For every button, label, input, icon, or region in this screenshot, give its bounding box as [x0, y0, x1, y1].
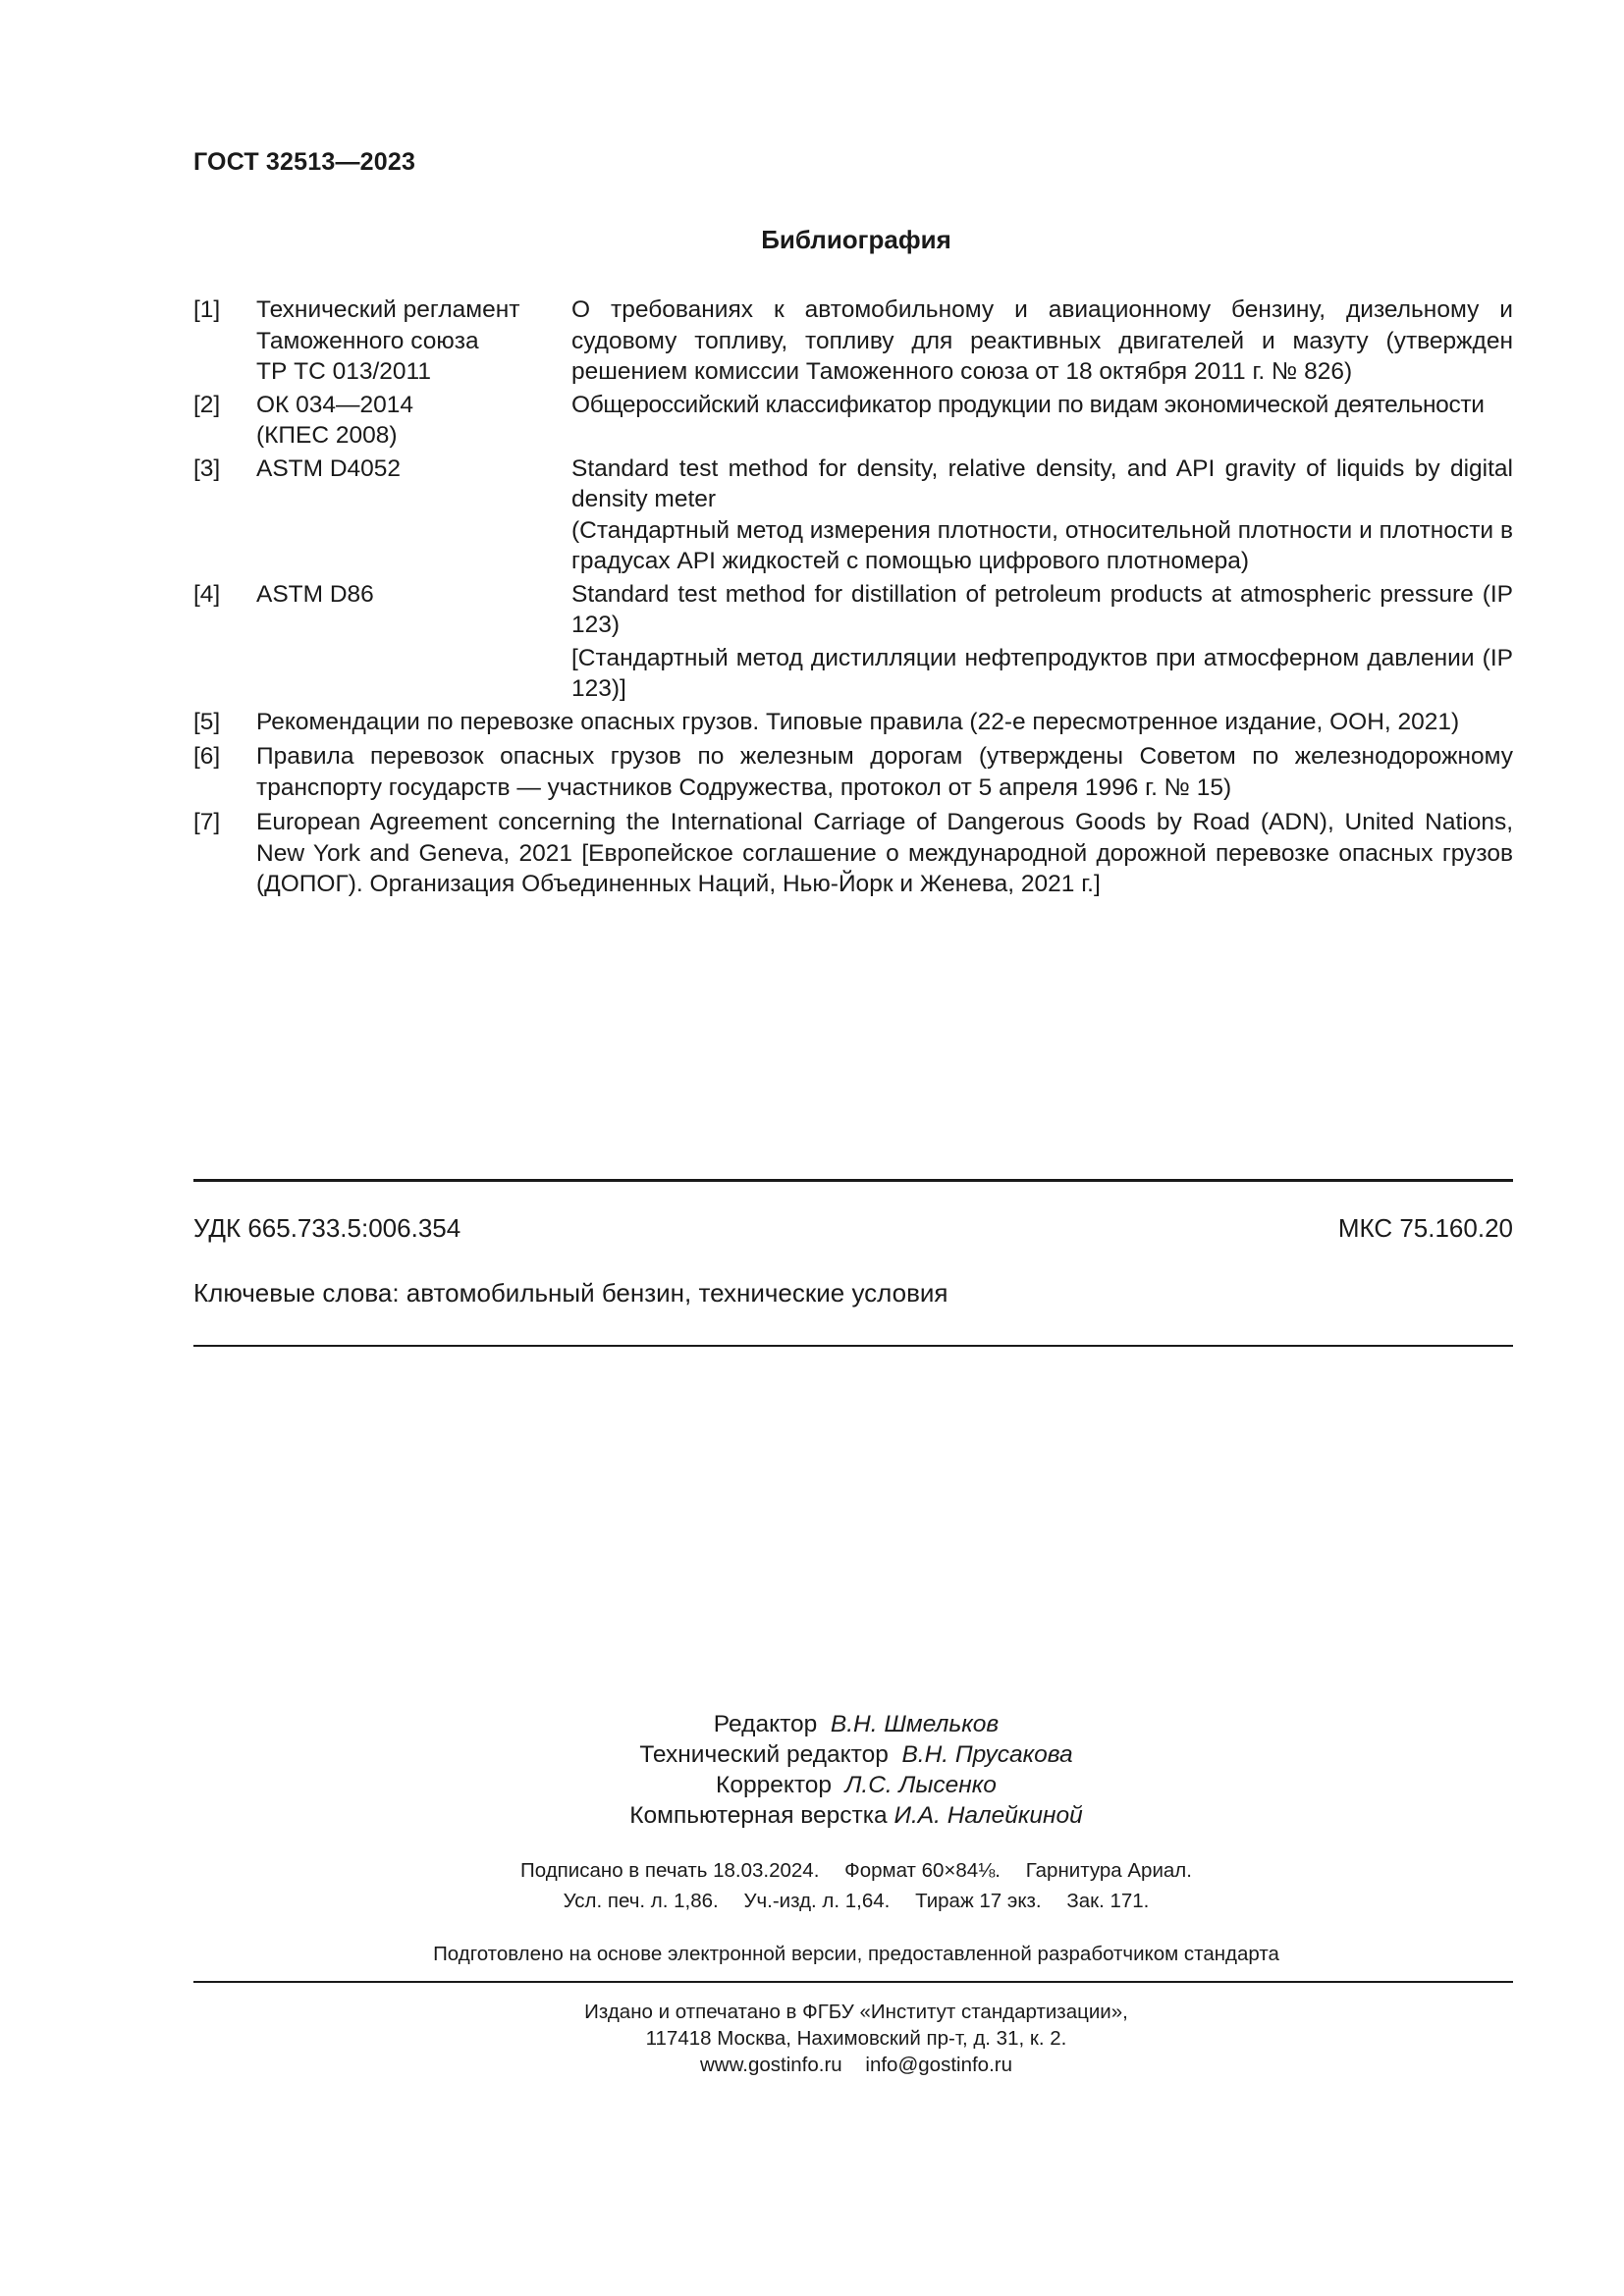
- entry-number: [3]: [193, 454, 221, 482]
- print-typeface: Гарнитура Ариал.: [1025, 1859, 1192, 1882]
- credit-role: Корректор: [716, 1772, 833, 1798]
- bibliography-entry: [193, 741, 1513, 803]
- bibliography-entry: [193, 454, 1513, 577]
- entry-number: [6]: [193, 743, 221, 770]
- standard-header: ГОСТ 32513—2023: [193, 148, 416, 176]
- entry-title: [571, 390, 1513, 421]
- entry-number: [5]: [193, 708, 221, 735]
- entry-designation: [256, 454, 561, 485]
- entry-designation: [256, 579, 561, 611]
- print-info-line: [0, 1855, 1624, 1886]
- publisher-address: 117418 Москва, Нахимовский пр-т, д. 31, к. 2.: [645, 2027, 1067, 2050]
- entry-title-text: Общероссийский классификатор продукции по видам экономической деятельности: [571, 391, 1485, 418]
- prepared-note: Подготовлено на основе электронной версии, предоставленной разработчиком стандарта: [433, 1943, 1279, 1965]
- divider-middle: [193, 1345, 1513, 1347]
- credit-line: [0, 1739, 1624, 1770]
- credits-block: [0, 1709, 1624, 1831]
- credit-line: [0, 1770, 1624, 1800]
- credit-name: И.А. Налейкиной: [893, 1802, 1083, 1829]
- publisher-block: [0, 1999, 1624, 2078]
- credit-name: В.Н. Шмельков: [830, 1711, 1000, 1737]
- print-info-line: [0, 1886, 1624, 1916]
- entry-title: [571, 579, 1513, 705]
- bibliography-entry: [193, 294, 1513, 388]
- credit-name: Л.С. Лысенко: [844, 1772, 997, 1798]
- entry-title-text: Standard test method for distillation of petroleum products at atmospheric pressure (IP 123): [571, 580, 1513, 638]
- credit-name: В.Н. Прусакова: [901, 1741, 1073, 1768]
- credit-role: Технический редактор: [639, 1741, 889, 1768]
- bibliography-title: Библиография: [761, 225, 951, 254]
- entry-number: [1]: [193, 296, 221, 323]
- entry-title: [571, 294, 1513, 388]
- designation-line: ОК 034—2014: [256, 391, 414, 418]
- print-order: Зак. 171.: [1066, 1890, 1150, 1912]
- bibliography-entry: [193, 390, 1513, 452]
- udk-code: УДК 665.733.5:006.354: [193, 1213, 461, 1243]
- website-link[interactable]: www.gostinfo.ru: [700, 2054, 842, 2076]
- credit-line: [0, 1709, 1624, 1739]
- designation-line: (КПЕС 2008): [256, 422, 398, 449]
- publisher-contacts: [0, 2052, 1624, 2078]
- entry-title: [571, 454, 1513, 577]
- designation-line: Таможенного союза: [256, 327, 479, 354]
- entry-title-text: О требованиях к автомобильному и авиационному бензину, дизельному и судовому топливу, топливу для реактивных двигателей и мазуту (утвержден решением комиссии Таможенного союза от 18 октября 2011 г. № 826): [571, 296, 1513, 385]
- entry-title-translation: [Стандартный метод дистилляции нефтепродуктов при атмосферном давлении (IP 123)]: [571, 644, 1513, 702]
- print-date: Подписано в печать 18.03.2024.: [520, 1859, 820, 1882]
- entry-title-text: Правила перевозок опасных грузов по железным дорогам (утверждены Советом по железнодорожному транспорту государств — участников Содружества, протокол от 5 апреля 1996 г. № 15): [256, 743, 1513, 801]
- divider-bottom: [193, 1981, 1513, 1983]
- entry-title-text: Standard test method for density, relative density, and API gravity of liquids by digital density meter: [571, 454, 1513, 512]
- mks-code: МКС 75.160.20: [1337, 1213, 1513, 1243]
- email-link[interactable]: info@gostinfo.ru: [865, 2054, 1012, 2076]
- credit-role: Редактор: [713, 1711, 818, 1737]
- print-sheets: Усл. печ. л. 1,86.: [563, 1890, 719, 1912]
- entry-title-translation: (Стандартный метод измерения плотности, относительной плотности и плотности в градусах API жидкостей с помощью цифрового плотномера): [571, 516, 1513, 574]
- designation-line: Технический регламент: [256, 296, 520, 323]
- bibliography-entry: [193, 579, 1513, 705]
- credit-line: [0, 1800, 1624, 1831]
- keywords: Ключевые слова: автомобильный бензин, технические условия: [193, 1278, 948, 1308]
- publisher-name: Издано и отпечатано в ФГБУ «Институт стандартизации»,: [584, 2001, 1128, 2023]
- print-info: [0, 1855, 1624, 1916]
- entry-designation: [256, 294, 561, 388]
- entry-title-text: Рекомендации по перевозке опасных грузов. Типовые правила (22-е пересмотренное издание, ООН, 2021): [256, 708, 1460, 735]
- classification-row: [193, 1213, 1513, 1244]
- bibliography-list: [193, 294, 1513, 902]
- print-edition-sheets: Уч.-изд. л. 1,64.: [743, 1890, 891, 1912]
- bibliography-entry: [193, 707, 1513, 738]
- print-run: Тираж 17 экз.: [915, 1890, 1042, 1912]
- entry-title-text: European Agreement concerning the International Carriage of Dangerous Goods by Road (ADN), United Nations, New York and Geneva, 2021 [Европейское соглашение о международной дорожной перевозке опасных грузов (ДОПОГ). Организация Объединенных Наций, Нью-Йорк и Женева, 2021 г.]: [256, 809, 1513, 897]
- entry-number: [2]: [193, 391, 221, 418]
- credit-role: Компьютерная верстка: [629, 1802, 888, 1829]
- designation-line: ASTM D4052: [256, 454, 402, 482]
- entry-number: [4]: [193, 580, 221, 608]
- designation-line: ТР ТС 013/2011: [256, 358, 431, 385]
- designation-line: ASTM D86: [256, 580, 374, 608]
- bibliography-entry: [193, 807, 1513, 900]
- divider-top: [193, 1179, 1513, 1182]
- entry-designation: [256, 390, 561, 452]
- entry-number: [7]: [193, 809, 221, 835]
- print-format: Формат 60×84⅛.: [844, 1859, 1001, 1882]
